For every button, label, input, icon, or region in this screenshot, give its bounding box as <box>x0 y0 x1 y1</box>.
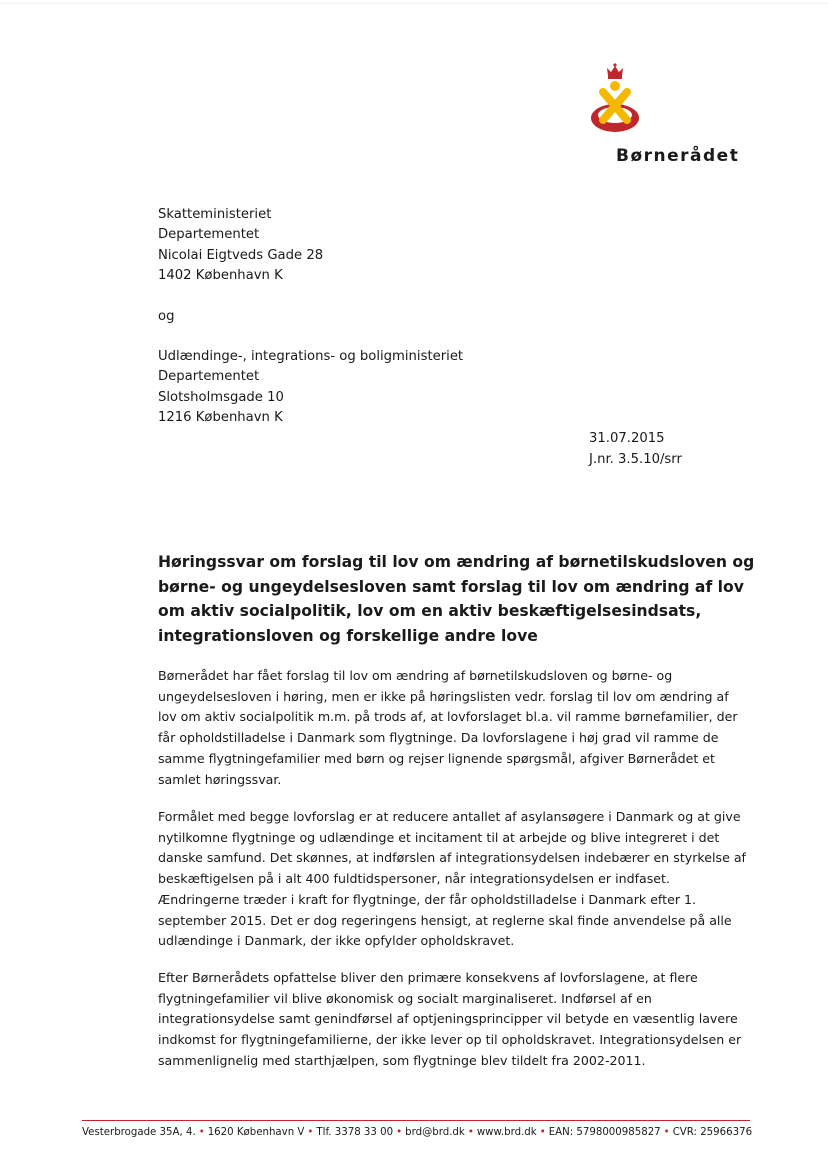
logo-wordmark: Børnerådet <box>616 146 740 166</box>
address-line: Departementet <box>158 369 260 385</box>
bullet-separator: • <box>539 1127 546 1138</box>
bullet-separator: • <box>663 1127 670 1138</box>
bullet-separator: • <box>467 1127 474 1138</box>
footer <box>82 1127 753 1138</box>
letter-meta <box>589 428 682 470</box>
bullet-separator: • <box>307 1127 314 1138</box>
scan-top-edge <box>0 3 828 4</box>
logo <box>580 62 750 172</box>
bullet-separator: • <box>198 1127 205 1138</box>
footer-address: Vesterbrogade 35A, 4. <box>82 1127 196 1138</box>
footer-rule <box>82 1120 750 1121</box>
body-paragraph: Efter Børnerådets opfattelse bliver den primære konsekvens af lovforslagene, at flere flygtningefamilier vil blive økonomisk og socialt marginaliseret. Indførsel af en integrationsydelse samt genindførsel af optjeningsprincipper vil betyde en væsentlig lavere indkomst for flygtningefamilierne, der ikke lever op til opholdskravet. Integrationsydelsen er sammenlignelig med starthjælpen, som flygtninge blev tildelt fra 2002-2011. <box>158 970 742 1068</box>
logo-emblem-icon <box>586 62 646 142</box>
footer-phone: Tlf. 3378 33 00 <box>316 1127 394 1138</box>
address-line: Skatteministeriet <box>158 207 272 222</box>
letter-date: 31.07.2015 <box>589 431 665 446</box>
address-line: 1216 København K <box>158 409 283 425</box>
footer-cvr: CVR: 25966376 <box>672 1127 753 1138</box>
address-line: Udlændinge-, integrations- og boligministeriet <box>158 349 464 364</box>
letter-title: Høringssvar om forslag til lov om ændring af børnetilskudsloven og børne- og ungeydelsesloven samt forslag til lov om ændring af lov om aktiv socialpolitik, lov om en aktiv beskæftigelsesindsats, integrationsloven og forskellige andre love <box>158 553 755 645</box>
recipient-address-2 <box>158 347 463 428</box>
address-line: Nicolai Eigtveds Gade 28 <box>158 247 324 263</box>
address-line: 1402 København K <box>158 267 283 283</box>
bullet-separator: • <box>396 1127 403 1138</box>
footer-website: www.brd.dk <box>476 1127 537 1138</box>
address-separator: og <box>158 309 175 324</box>
body-paragraph: Børnerådet har fået forslag til lov om ændring af børnetilskudsloven og børne- og ungeydelsesloven i høring, men er ikke på høringslisten vedr. forslag til lov om ændring af lov om aktiv socialpolitik m.m. på trods af, at lovforslaget bl.a. vil ramme børnefamilier, der får opholdstilladelse i Danmark som flygtninge. Da lovforslagene i høj grad vil ramme de samme flygtningefamilier med børn og rejser lignende spørgsmål, afgiver Børnerådet et samlet høringssvar. <box>158 668 738 787</box>
body-paragraph: Formålet med begge lovforslag er at reducere antallet af asylansøgere i Danmark og at give nytilkomne flygtninge og udlændinge et incitament til at arbejde og blive integreret i det danske samfund. Det skønnes, at indførslen af integrationsydelsen indebærer en styrkelse af beskæftigelsen på i alt 400 fuldtidspersoner, når integrationsydelsen er indfaset. Ændringerne træder i kraft for flygtninge, der får opholdstilladelse i Danmark efter 1. september 2015. Det er dog regeringens hensigt, at reglerne skal finde anvendelse på alle udlændinge i Danmark, der ikke opfylder opholdskravet. <box>158 809 746 949</box>
recipient-address-1 <box>158 205 323 286</box>
journal-number: J.nr. 3.5.10/srr <box>589 452 682 467</box>
address-line: Departementet <box>158 227 260 243</box>
footer-email: brd@brd.dk <box>405 1127 465 1138</box>
footer-ean: EAN: 5798000985827 <box>548 1127 661 1138</box>
address-line: Slotsholmsgade 10 <box>158 389 284 405</box>
footer-postcode: 1620 København V <box>207 1127 305 1138</box>
